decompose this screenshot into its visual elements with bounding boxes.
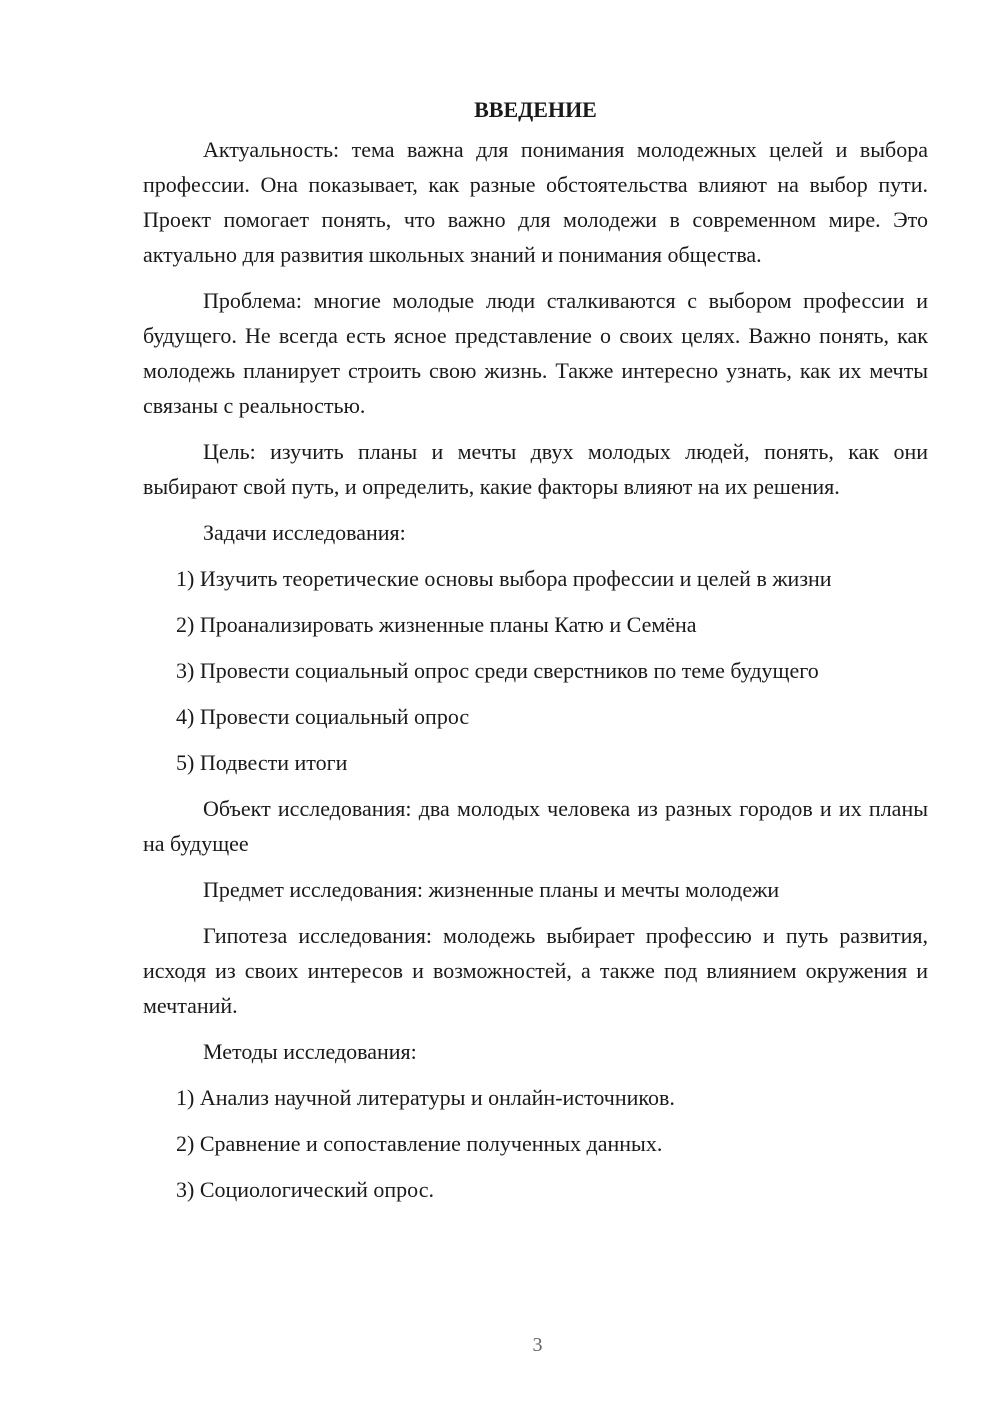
tasks-title: Задачи исследования:: [203, 520, 406, 545]
goal-paragraph: Цель: изучить планы и мечты двух молодых людей, понять, как они выбирают свой путь, и определить, какие факторы влияют на их решения.: [143, 439, 928, 499]
hypothesis-paragraph: Гипотеза исследования: молодежь выбирает профессию и путь развития, исходя из своих интересов и возможностей, а также под влиянием окружения и мечтаний.: [143, 923, 928, 1018]
task-item: 2) Проанализировать жизненные планы Катю и Семёна: [176, 612, 697, 637]
task-item: 5) Подвести итоги: [176, 750, 348, 775]
page-title: ВВЕДЕНИЕ: [474, 97, 597, 122]
relevance-paragraph: Актуальность: тема важна для понимания молодежных целей и выбора профессии. Она показывает, как разные обстоятельства влияют на выбор пути. Проект помогает понять, что важно для молодежи в современном мире. Это актуально для развития школьных знаний и понимания общества.: [143, 137, 928, 267]
page-number: 3: [532, 1334, 543, 1356]
task-item: 1) Изучить теоретические основы выбора профессии и целей в жизни: [176, 566, 832, 591]
subject-paragraph: Предмет исследования: жизненные планы и мечты молодежи: [203, 877, 780, 902]
problem-paragraph: Проблема: многие молодые люди сталкиваются с выбором профессии и будущего. Не всегда есть ясное представление о своих целях. Важно понять, как молодежь планирует строить свою жизнь. Также интересно узнать, как их мечты связаны с реальностью.: [143, 288, 928, 418]
document-page: [143, 92, 928, 1218]
task-item: 3) Провести социальный опрос среди сверстников по теме будущего: [176, 658, 819, 683]
object-paragraph: Объект исследования: два молодых человека из разных городов и их планы на будущее: [143, 796, 928, 856]
methods-title: Методы исследования:: [203, 1039, 417, 1064]
method-item: 1) Анализ научной литературы и онлайн-источников.: [176, 1085, 675, 1110]
method-item: 2) Сравнение и сопоставление полученных данных.: [176, 1131, 663, 1156]
method-item: 3) Социологический опрос.: [176, 1177, 434, 1202]
task-item: 4) Провести социальный опрос: [176, 704, 470, 729]
